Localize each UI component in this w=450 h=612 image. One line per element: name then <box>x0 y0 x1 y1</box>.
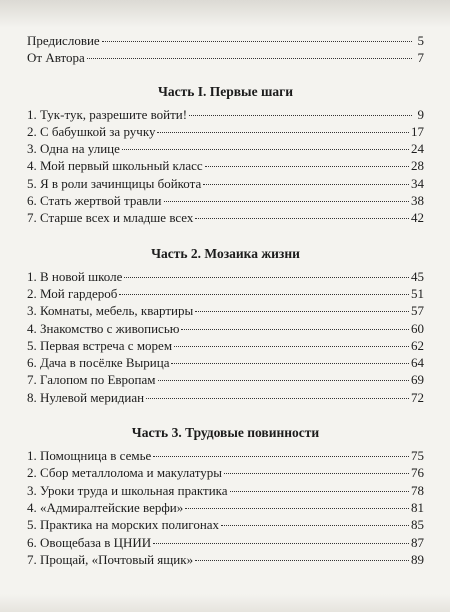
toc-page-number: 78 <box>411 482 424 498</box>
toc-page-number: 81 <box>411 499 424 515</box>
toc-page-number: 5 <box>417 33 424 48</box>
toc-entry-title: 2. Мой гардероб <box>27 285 118 301</box>
toc-row[interactable] <box>27 371 424 388</box>
toc-page-number: 24 <box>411 141 424 157</box>
dot-leader <box>181 329 409 330</box>
toc-entry-title: От Автора <box>27 50 85 66</box>
part-1-title: Часть I. Первые шаги <box>157 83 294 99</box>
toc-page-number: 75 <box>411 448 424 464</box>
toc-entry-title: 4. Знакомство с живописью <box>27 320 180 336</box>
dot-leader <box>171 363 409 364</box>
toc-entry-title: 2. С бабушкой за ручку <box>27 123 156 139</box>
dot-leader <box>189 115 412 116</box>
table-of-contents <box>27 32 424 568</box>
toc-row[interactable] <box>27 482 424 499</box>
dot-leader <box>119 294 409 295</box>
toc-entry-title: 5. Я в роли зачинщицы бойкота <box>27 175 202 191</box>
toc-page-number: 9 <box>417 106 424 122</box>
dot-leader <box>157 132 409 133</box>
dot-leader <box>224 473 409 474</box>
dot-leader <box>205 166 409 167</box>
toc-page-number: 28 <box>411 158 424 174</box>
toc-entry-title: Предисловие <box>27 33 100 48</box>
toc-row[interactable] <box>27 268 424 285</box>
toc-row[interactable] <box>27 464 424 481</box>
toc-page-number: 57 <box>411 303 424 319</box>
dot-leader <box>195 560 409 561</box>
toc-entry-title: 3. Одна на улице <box>27 141 120 157</box>
toc-page-number: 45 <box>411 268 424 284</box>
toc-page-number: 76 <box>411 465 424 481</box>
dot-leader <box>153 456 409 457</box>
toc-page-number: 60 <box>411 320 424 336</box>
toc-row[interactable] <box>27 389 424 406</box>
toc-page-number: 89 <box>411 551 424 567</box>
toc-row[interactable] <box>27 285 424 302</box>
toc-entry-title: 6. Стать жертвой травли <box>27 193 162 209</box>
dot-leader <box>174 346 409 347</box>
toc-page-number: 34 <box>411 175 424 191</box>
toc-row[interactable] <box>27 123 424 140</box>
toc-entry-title: 5. Практика на морских полигонах <box>27 517 220 533</box>
part-2-title: Часть 2. Мозаика жизни <box>151 245 300 261</box>
toc-page-number: 64 <box>411 355 424 371</box>
toc-page-number: 42 <box>411 210 424 226</box>
toc-entry-title: 1. В новой школе <box>27 268 123 284</box>
toc-row[interactable] <box>27 302 424 319</box>
toc-row[interactable] <box>27 209 424 226</box>
toc-row[interactable] <box>27 499 424 516</box>
toc-row[interactable] <box>27 320 424 337</box>
toc-entry-title: 8. Нулевой меридиан <box>27 389 145 405</box>
dot-leader <box>230 491 409 492</box>
toc-entry-title: 1. Тук-тук, разрешите войти! <box>27 106 188 122</box>
toc-entry-title: 2. Сбор металлолома и макулатуры <box>27 465 222 481</box>
toc-row[interactable] <box>27 337 424 354</box>
toc-page-number: 69 <box>411 372 424 388</box>
toc-page-number: 72 <box>411 389 424 405</box>
page-bottom-shadow <box>0 594 450 612</box>
dot-leader <box>102 41 412 42</box>
page-top-shadow <box>0 0 450 28</box>
toc-page-number: 17 <box>411 123 424 139</box>
toc-entry-title: 3. Комнаты, мебель, квартиры <box>27 303 194 319</box>
toc-page-number: 87 <box>411 534 424 550</box>
toc-page-number: 51 <box>411 285 424 301</box>
dot-leader <box>195 218 409 219</box>
dot-leader <box>153 543 409 544</box>
toc-page-number: 38 <box>411 193 424 209</box>
toc-entry-title: 4. Мой первый школьный класс <box>27 158 203 174</box>
toc-entry-title: 1. Помощница в семье <box>27 448 152 464</box>
dot-leader <box>185 508 409 509</box>
toc-row[interactable] <box>27 534 424 551</box>
dot-leader <box>122 149 409 150</box>
toc-row[interactable] <box>27 516 424 533</box>
toc-row-preface[interactable] <box>27 32 424 49</box>
dot-leader <box>87 58 412 59</box>
dot-leader <box>164 201 409 202</box>
toc-row[interactable] <box>27 175 424 192</box>
toc-row[interactable] <box>27 157 424 174</box>
toc-entry-title: 3. Уроки труда и школьная практика <box>27 482 228 498</box>
toc-row[interactable] <box>27 106 424 123</box>
toc-row[interactable] <box>27 192 424 209</box>
toc-entry-title: 7. Прощай, «Почтовый ящик» <box>27 551 194 567</box>
dot-leader <box>203 184 409 185</box>
toc-page-number: 85 <box>411 517 424 533</box>
dot-leader <box>158 380 410 381</box>
dot-leader <box>124 277 409 278</box>
toc-row[interactable] <box>27 140 424 157</box>
toc-page-number: 7 <box>417 50 424 66</box>
toc-entry-title: 6. Овощебаза в ЦНИИ <box>27 534 152 550</box>
toc-entry-title: 6. Дача в посёлке Вырица <box>27 355 170 371</box>
toc-entry-title: 7. Галопом по Европам <box>27 372 156 388</box>
toc-entry-title: 5. Первая встреча с морем <box>27 337 173 353</box>
toc-row[interactable] <box>27 551 424 568</box>
toc-entry-title: 7. Старше всех и младше всех <box>27 210 194 226</box>
part-3-title: Часть 3. Трудовые повинности <box>131 425 320 441</box>
dot-leader <box>221 525 409 526</box>
toc-row-author-note[interactable] <box>27 49 424 66</box>
toc-page-number: 62 <box>411 337 424 353</box>
toc-row[interactable] <box>27 354 424 371</box>
toc-row[interactable] <box>27 447 424 464</box>
dot-leader <box>146 398 409 399</box>
dot-leader <box>195 311 409 312</box>
toc-entry-title: 4. «Адмиралтейские верфи» <box>27 499 184 515</box>
